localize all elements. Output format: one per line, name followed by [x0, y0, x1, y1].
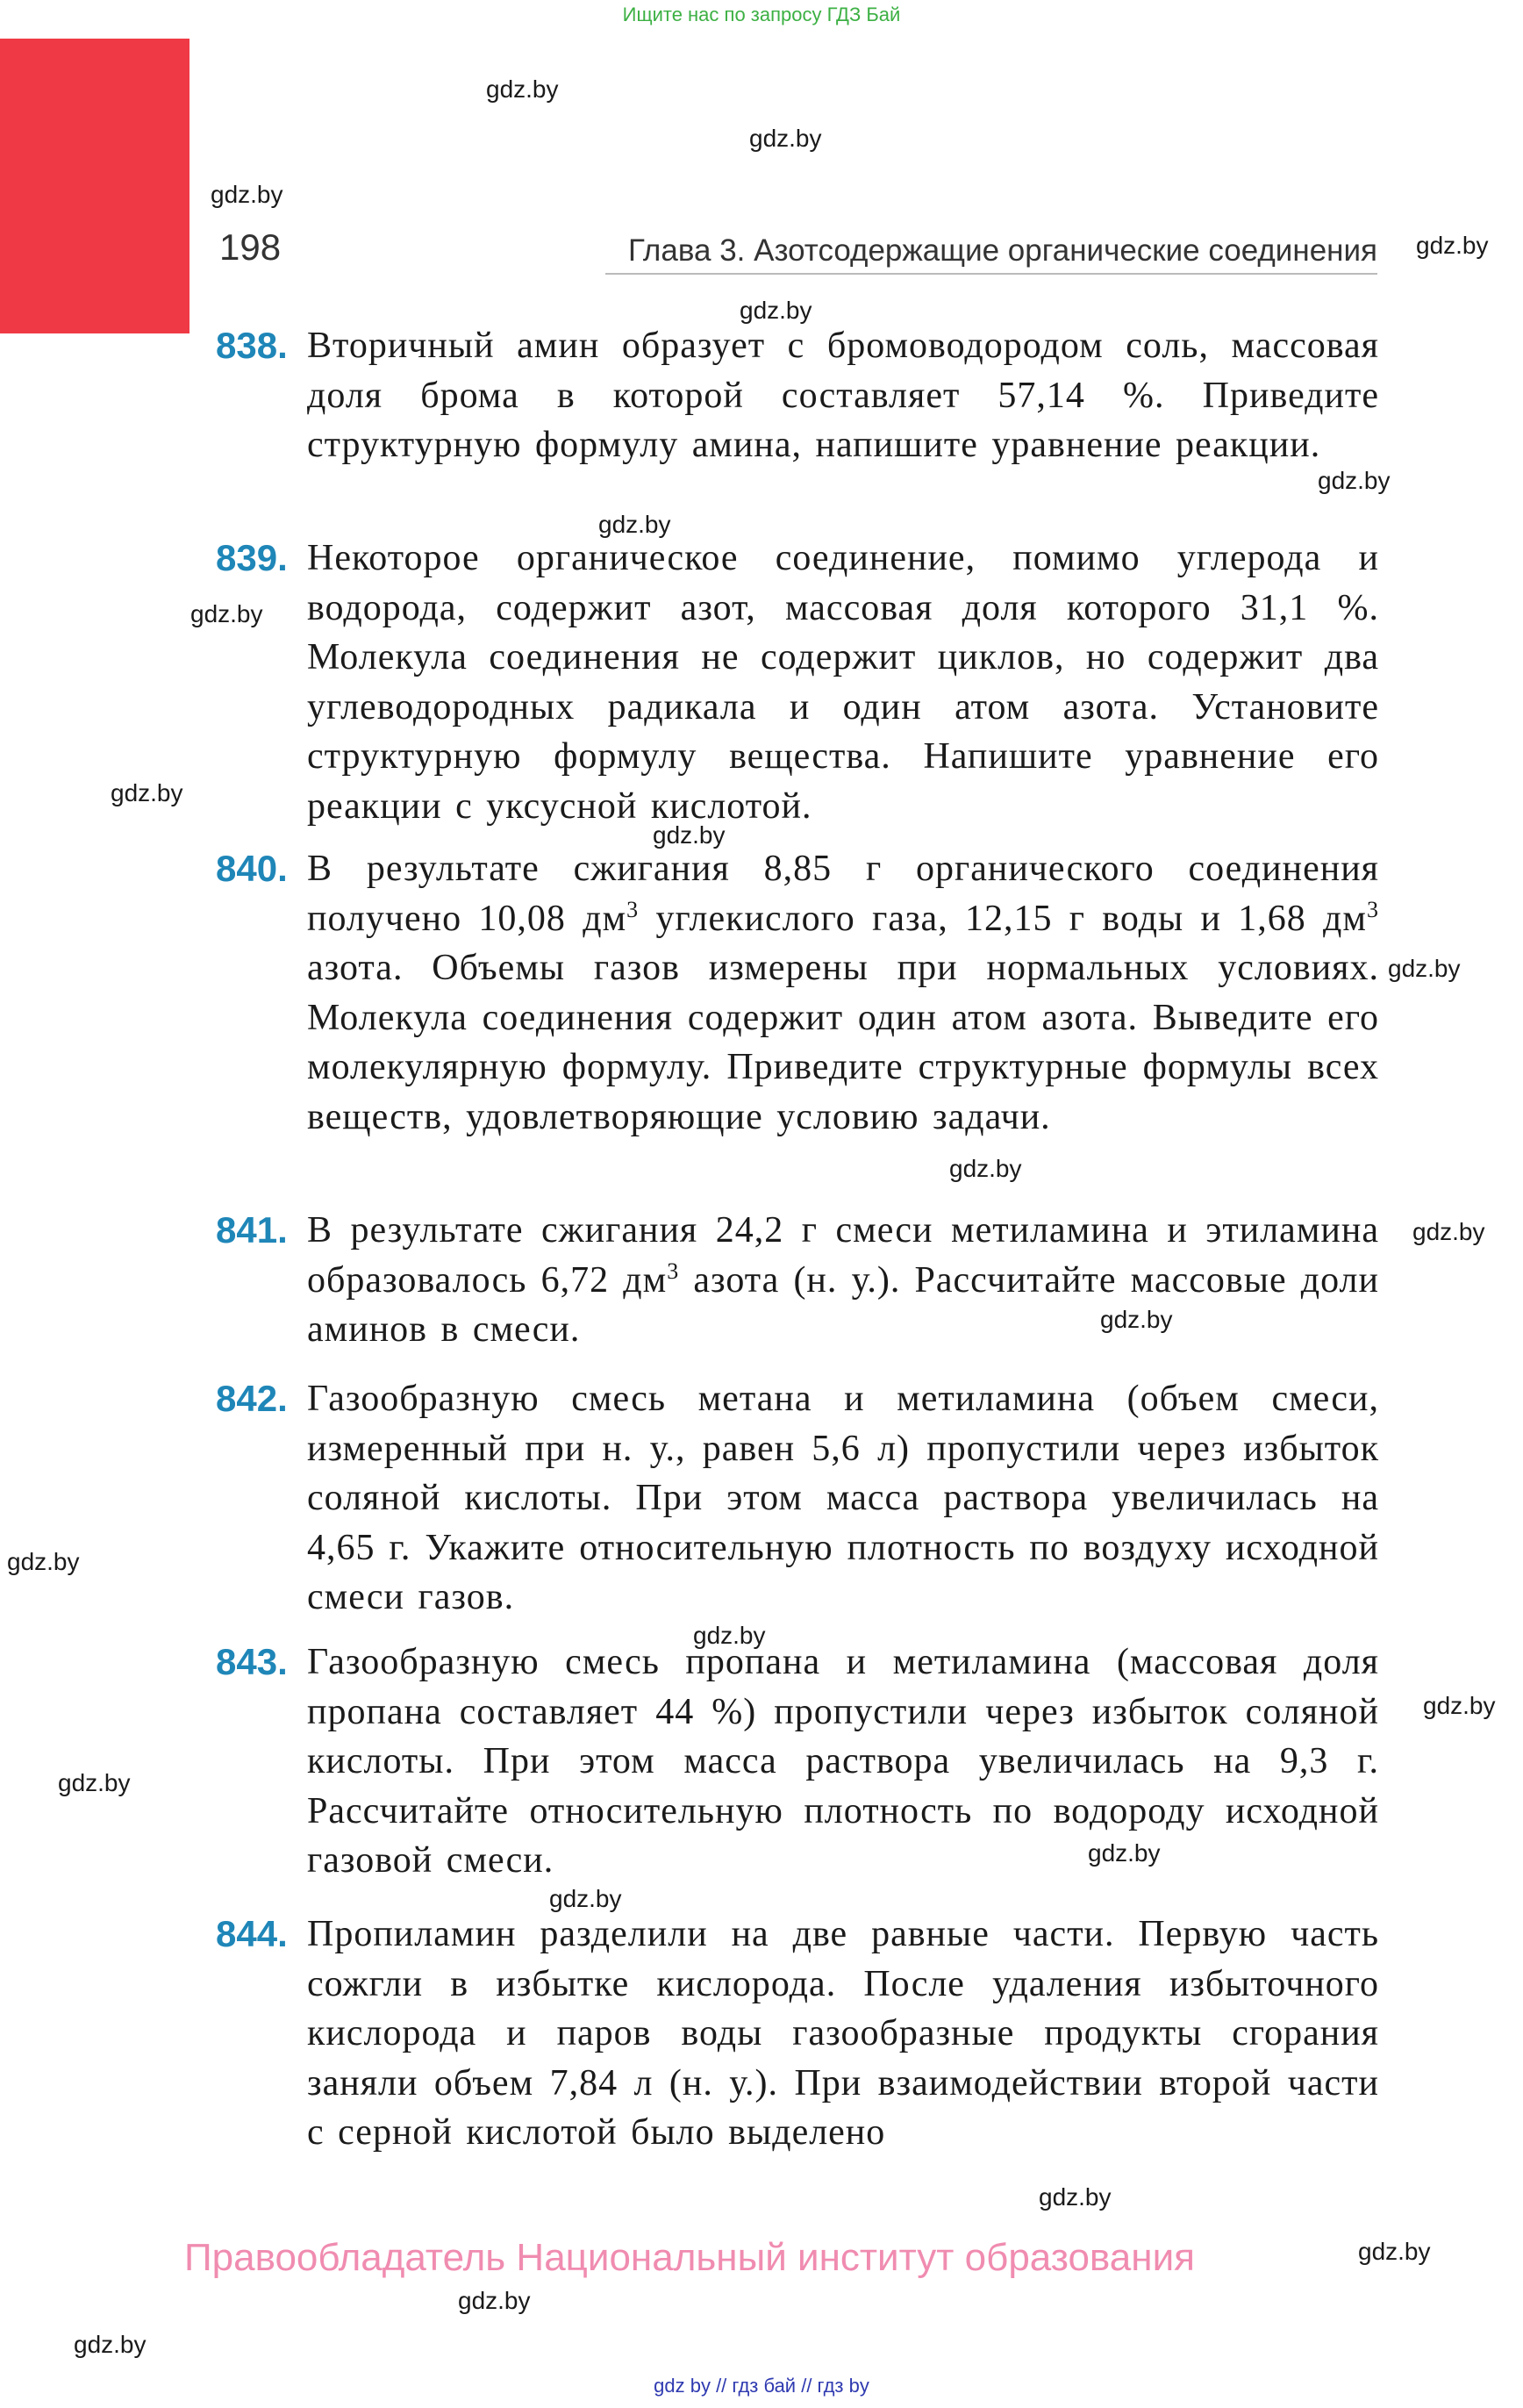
exponent: 3 [667, 1258, 680, 1284]
problem-840 [216, 844, 1379, 1142]
watermark: gdz.by [549, 1885, 622, 1912]
watermark: gdz.by [693, 1622, 766, 1649]
problem-number: 843. [216, 1641, 288, 1682]
chapter-title: Глава 3. Азотсодержащие органические соединения [627, 233, 1377, 268]
problem-841 [216, 1206, 1379, 1355]
watermark: gdz.by [458, 2287, 531, 2314]
problem-text: Газообразную смесь пропана и метиламина (массовая доля пропана составляет 44 %) пропустили через избыток соляной кислоты. При этом масса раствора увеличилась на 9,3 г. Рассчитайте относительную плотность по водороду исходной газовой смеси. [307, 1642, 1379, 1881]
problem-839 [216, 534, 1379, 831]
top-search-banner[interactable]: Ищите нас по запросу ГДЗ Бай [622, 4, 901, 25]
watermark: gdz.by [1388, 955, 1461, 982]
watermark: gdz.by [740, 297, 812, 324]
text-part: В результате сжигания 24,2 г смеси метиламина и этиламина образовалось 6,72 дм [307, 1210, 1379, 1301]
problem-number: 842. [216, 1378, 288, 1419]
chapter-color-tab [0, 39, 189, 333]
text-part: азота (н. у.). Рассчитайте массовые доли аминов в смеси. [307, 1259, 1379, 1350]
problem-text: Вторичный амин образует с бромоводородом соль, массовая доля брома в которой составляет 57,14 %. Приведите структурную формулу амина, напишите уравнение реакции. [307, 326, 1379, 465]
text-part: углекислого газа, 12,15 г воды и 1,68 дм [639, 898, 1367, 939]
watermark: gdz.by [949, 1155, 1022, 1182]
watermark: gdz.by [749, 125, 822, 152]
watermark: gdz.by [1088, 1839, 1161, 1867]
watermark: gdz.by [111, 779, 183, 806]
text-part: В результате сжигания 8,85 г органического соединения получено 10,08 дм [307, 849, 1379, 939]
copyright-notice: Правообладатель Национальный институт образования [184, 2236, 1195, 2279]
problem-843 [216, 1638, 1379, 1886]
problem-text: Некоторое органическое соединение, помимо углерода и водорода, содержит азот, массовая доля которого 31,1 %. Молекула соединения не содержит циклов, но содержит два углеводородных радикала и один атом азота. Установите структурную формулу вещества. Напишите уравнение его реакции с уксусной кислотой. [307, 538, 1379, 827]
watermark: gdz.by [211, 181, 283, 208]
watermark: gdz.by [1100, 1306, 1173, 1333]
watermark: gdz.by [486, 75, 559, 103]
problem-844 [216, 1910, 1379, 2158]
exponent: 3 [626, 896, 640, 922]
problem-842 [216, 1374, 1379, 1623]
watermark: gdz.by [1318, 467, 1391, 494]
problem-number: 839. [216, 537, 288, 578]
watermark: gdz.by [1412, 1218, 1485, 1245]
watermark: gdz.by [74, 2331, 147, 2358]
watermark: gdz.by [58, 1769, 131, 1796]
watermark: gdz.by [653, 821, 726, 849]
watermark: gdz.by [1423, 1692, 1496, 1719]
exponent: 3 [1367, 896, 1379, 922]
watermark: gdz.by [7, 1548, 80, 1575]
footer-links[interactable]: gdz by // гдз бай // гдз by [654, 2375, 869, 2397]
problem-text [307, 1206, 1379, 1355]
problem-number: 844. [216, 1913, 288, 1954]
problem-number: 840. [216, 848, 288, 889]
watermark: gdz.by [1039, 2183, 1112, 2211]
header-divider [605, 273, 1377, 275]
problem-text: Газообразную смесь метана и метиламина (объем смеси, измеренный при н. у., равен 5,6 л) пропустили через избыток соляной кислоты. При этом масса раствора увеличилась на 4,65 г. Укажите относительную плотность по воздуху исходной смеси газов. [307, 1379, 1379, 1617]
watermark: gdz.by [190, 600, 263, 627]
problem-number: 841. [216, 1209, 288, 1251]
watermark: gdz.by [1416, 232, 1489, 259]
problem-838 [216, 321, 1379, 470]
watermark: gdz.by [1358, 2238, 1431, 2265]
text-part: азота. Объемы газов измерены при нормальных условиях. Молекула соединения содержит один атом азота. Выведите его молекулярную формулу. Приведите структурные формулы всех веществ, удовлетворяющие условию задачи. [307, 948, 1379, 1137]
problem-text [307, 844, 1379, 1142]
watermark: gdz.by [598, 511, 671, 538]
page-number: 198 [219, 226, 282, 268]
problem-text: Пропиламин разделили на две равные части. Первую часть сожгли в избытке кислорода. После удаления избыточного кислорода и паров воды газообразные продукты сгорания заняли объем 7,84 л (н. у.). При взаимодействии второй части с серной кислотой было выделено [307, 1914, 1379, 2153]
problem-number: 838. [216, 325, 288, 366]
